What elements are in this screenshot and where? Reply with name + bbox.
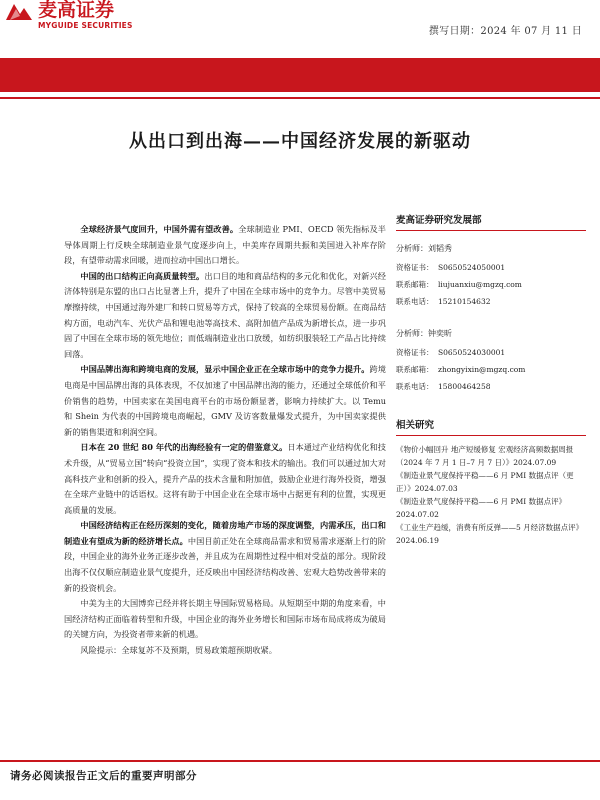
paragraph-text: 出口目的地和商品结构的多元化和优化，对新兴经济体特别是东盟的出口占比显著上升，提升了中国在全球市场中的竞争力。尽管中美贸易摩擦持续，中国通过海外建厂和转口贸易等方式，保持了较高的全球贸易份额。在商品结构方面，电动汽车、光伏产品和锂电池等高技术、高附加值产品成为新增长点，进一步巩固了中国在全球市场的领先地位；而低端制造业出口放缓，如纺织服装轻工产品占比持续回落。	[64, 270, 386, 359]
sidebar	[396, 212, 586, 547]
paragraph-lead: 中国的出口结构正向高质量转型。	[80, 270, 205, 281]
paragraph-text: 中国目前正处在全球商品需求和贸易需求逐渐上行的阶段，中国企业的海外业务正逐步改善，并且成为在周期性过程中相对受益的部分。现阶段出海不仅仅顺应制造业景气度提升，还反映出中国经济结构改善、宏观大趋势改善带来的新的投资机会。	[64, 535, 386, 593]
header-band	[0, 58, 600, 92]
paragraph-text: 跨境电商是中国品牌出海的具体表现，不仅加速了中国品牌出海的能力，还通过全球低价和平价销售的趋势，中国卖家在美国电商平台的市场份额显著，影响力持续扩大。以 Temu 和 Shein 为代表的中国跨境电商崛起，GMV 及访客数量爆发式提升，为中国卖家提供新的销售渠道和利润空间。	[64, 364, 386, 437]
cert-label: 资格证书：	[396, 348, 434, 357]
body-paragraph	[64, 518, 386, 596]
risk-warning	[64, 643, 386, 659]
analyst-phone: 15800464258	[438, 382, 491, 391]
report-title: 从出口到出海——中国经济发展的新驱动	[129, 131, 471, 152]
analyst-email[interactable]: zhongyixin@mgzq.com	[438, 365, 526, 374]
cert-number: S0650524050001	[438, 263, 506, 272]
disclaimer-notice: 请务必阅读报告正文后的重要声明部分	[10, 770, 197, 782]
paragraph-lead: 中国品牌出海和跨境电商的发展，显示中国企业正在全球市场中的竞争力提升。	[80, 364, 370, 375]
report-body	[64, 222, 386, 659]
paragraph-lead: 全球经济景气度回升，中国外需有望改善。	[80, 224, 239, 234]
paragraph-lead: 日本在 20 世纪 80 年代的出海经验有一定的借鉴意义。	[80, 442, 288, 453]
analyst-label: 分析师：	[396, 244, 428, 253]
cert-label: 资格证书：	[396, 263, 434, 272]
related-research-item[interactable]: 《工业生产趋缓，消费有所反弹——5 月经济数据点评》2024.06.19	[396, 523, 584, 545]
paragraph-lead: 中国经济结构正在经历深刻的变化，随着房地产市场的深度调整，内需承压，出口和制造业有望成为新的经济增长点。	[64, 520, 386, 546]
report-date: 撰写日期：2024 年 07 月 11 日	[428, 26, 582, 37]
body-paragraph	[64, 596, 386, 643]
brand-name-en: MYGUIDE SECURITIES	[38, 21, 133, 30]
analyst-name: 刘韬秀	[428, 244, 452, 253]
title-divider	[0, 97, 600, 99]
related-research-title: 相关研究	[396, 417, 586, 436]
paragraph-text: 风险提示：全球复苏不及预期，贸易政策超预期收紧。	[80, 645, 277, 656]
body-paragraph	[64, 222, 386, 269]
footer-divider	[0, 760, 600, 762]
related-research-item[interactable]: 《制造业景气度保持平稳——6 月 PMI 数据点评》2024.07.02	[396, 497, 567, 519]
department-name: 麦高证券研究发展部	[396, 212, 586, 231]
paragraph-text: 日本通过产业结构优化和技术升级，从“贸易立国”转向“投资立国”，实现了资本和技术的输出。我们可以通过加大对高科技产业和创新的投入，提升产品的技术含量和附加值，鼓励企业进行海外投资，增强在全球产业链中的话语权。这将有助于中国企业在全球市场中占据更有利的位置，实现更高质量的发展。	[64, 442, 386, 515]
phone-label: 联系电话：	[396, 297, 434, 306]
phone-label: 联系电话：	[396, 382, 434, 391]
paragraph-text: 全球制造业 PMI、OECD 领先指标及半导体周期上行反映全球制造业景气度逐步向上，中美库存周期共振和美国进入补库存阶段，有望带动需求回暖，进而拉动中国出口增长。	[64, 224, 386, 266]
brand-logo	[4, 0, 133, 30]
brand-logo-icon	[4, 0, 34, 22]
body-paragraph	[64, 269, 386, 363]
cert-number: S0650524030001	[438, 348, 506, 357]
related-research-item[interactable]: 《物价小幅回升 地产短缓修复 宏观经济高频数据周报（2024 年 7 月 1 日–7 月 7 日）》2024.07.09	[396, 445, 574, 467]
body-paragraph	[64, 440, 386, 518]
brand-name-cn: 麦高证券	[38, 0, 115, 21]
analyst-block	[396, 324, 586, 395]
email-label: 联系邮箱：	[396, 365, 434, 374]
report-header	[0, 0, 600, 40]
analyst-block	[396, 239, 586, 310]
related-research-item[interactable]: 《制造业景气度保持平稳——6 月 PMI 数据点评（更正）》2024.07.03	[396, 471, 574, 493]
analyst-name: 钟奕昕	[428, 329, 452, 338]
email-label: 联系邮箱：	[396, 280, 434, 289]
analyst-email[interactable]: liujuanxiu@mgzq.com	[438, 280, 522, 289]
analyst-phone: 15210154632	[438, 297, 491, 306]
body-paragraph	[64, 362, 386, 440]
paragraph-text: 中美为主的大国博弈已经并将长期主导国际贸易格局。从短期至中期的角度来看，中国经济结构正面临着转型和升级，中国企业的海外业务增长和国际市场布局成将成为破局的关键方向，为投资者带来新的机遇。	[64, 598, 386, 640]
analyst-label: 分析师：	[396, 329, 428, 338]
